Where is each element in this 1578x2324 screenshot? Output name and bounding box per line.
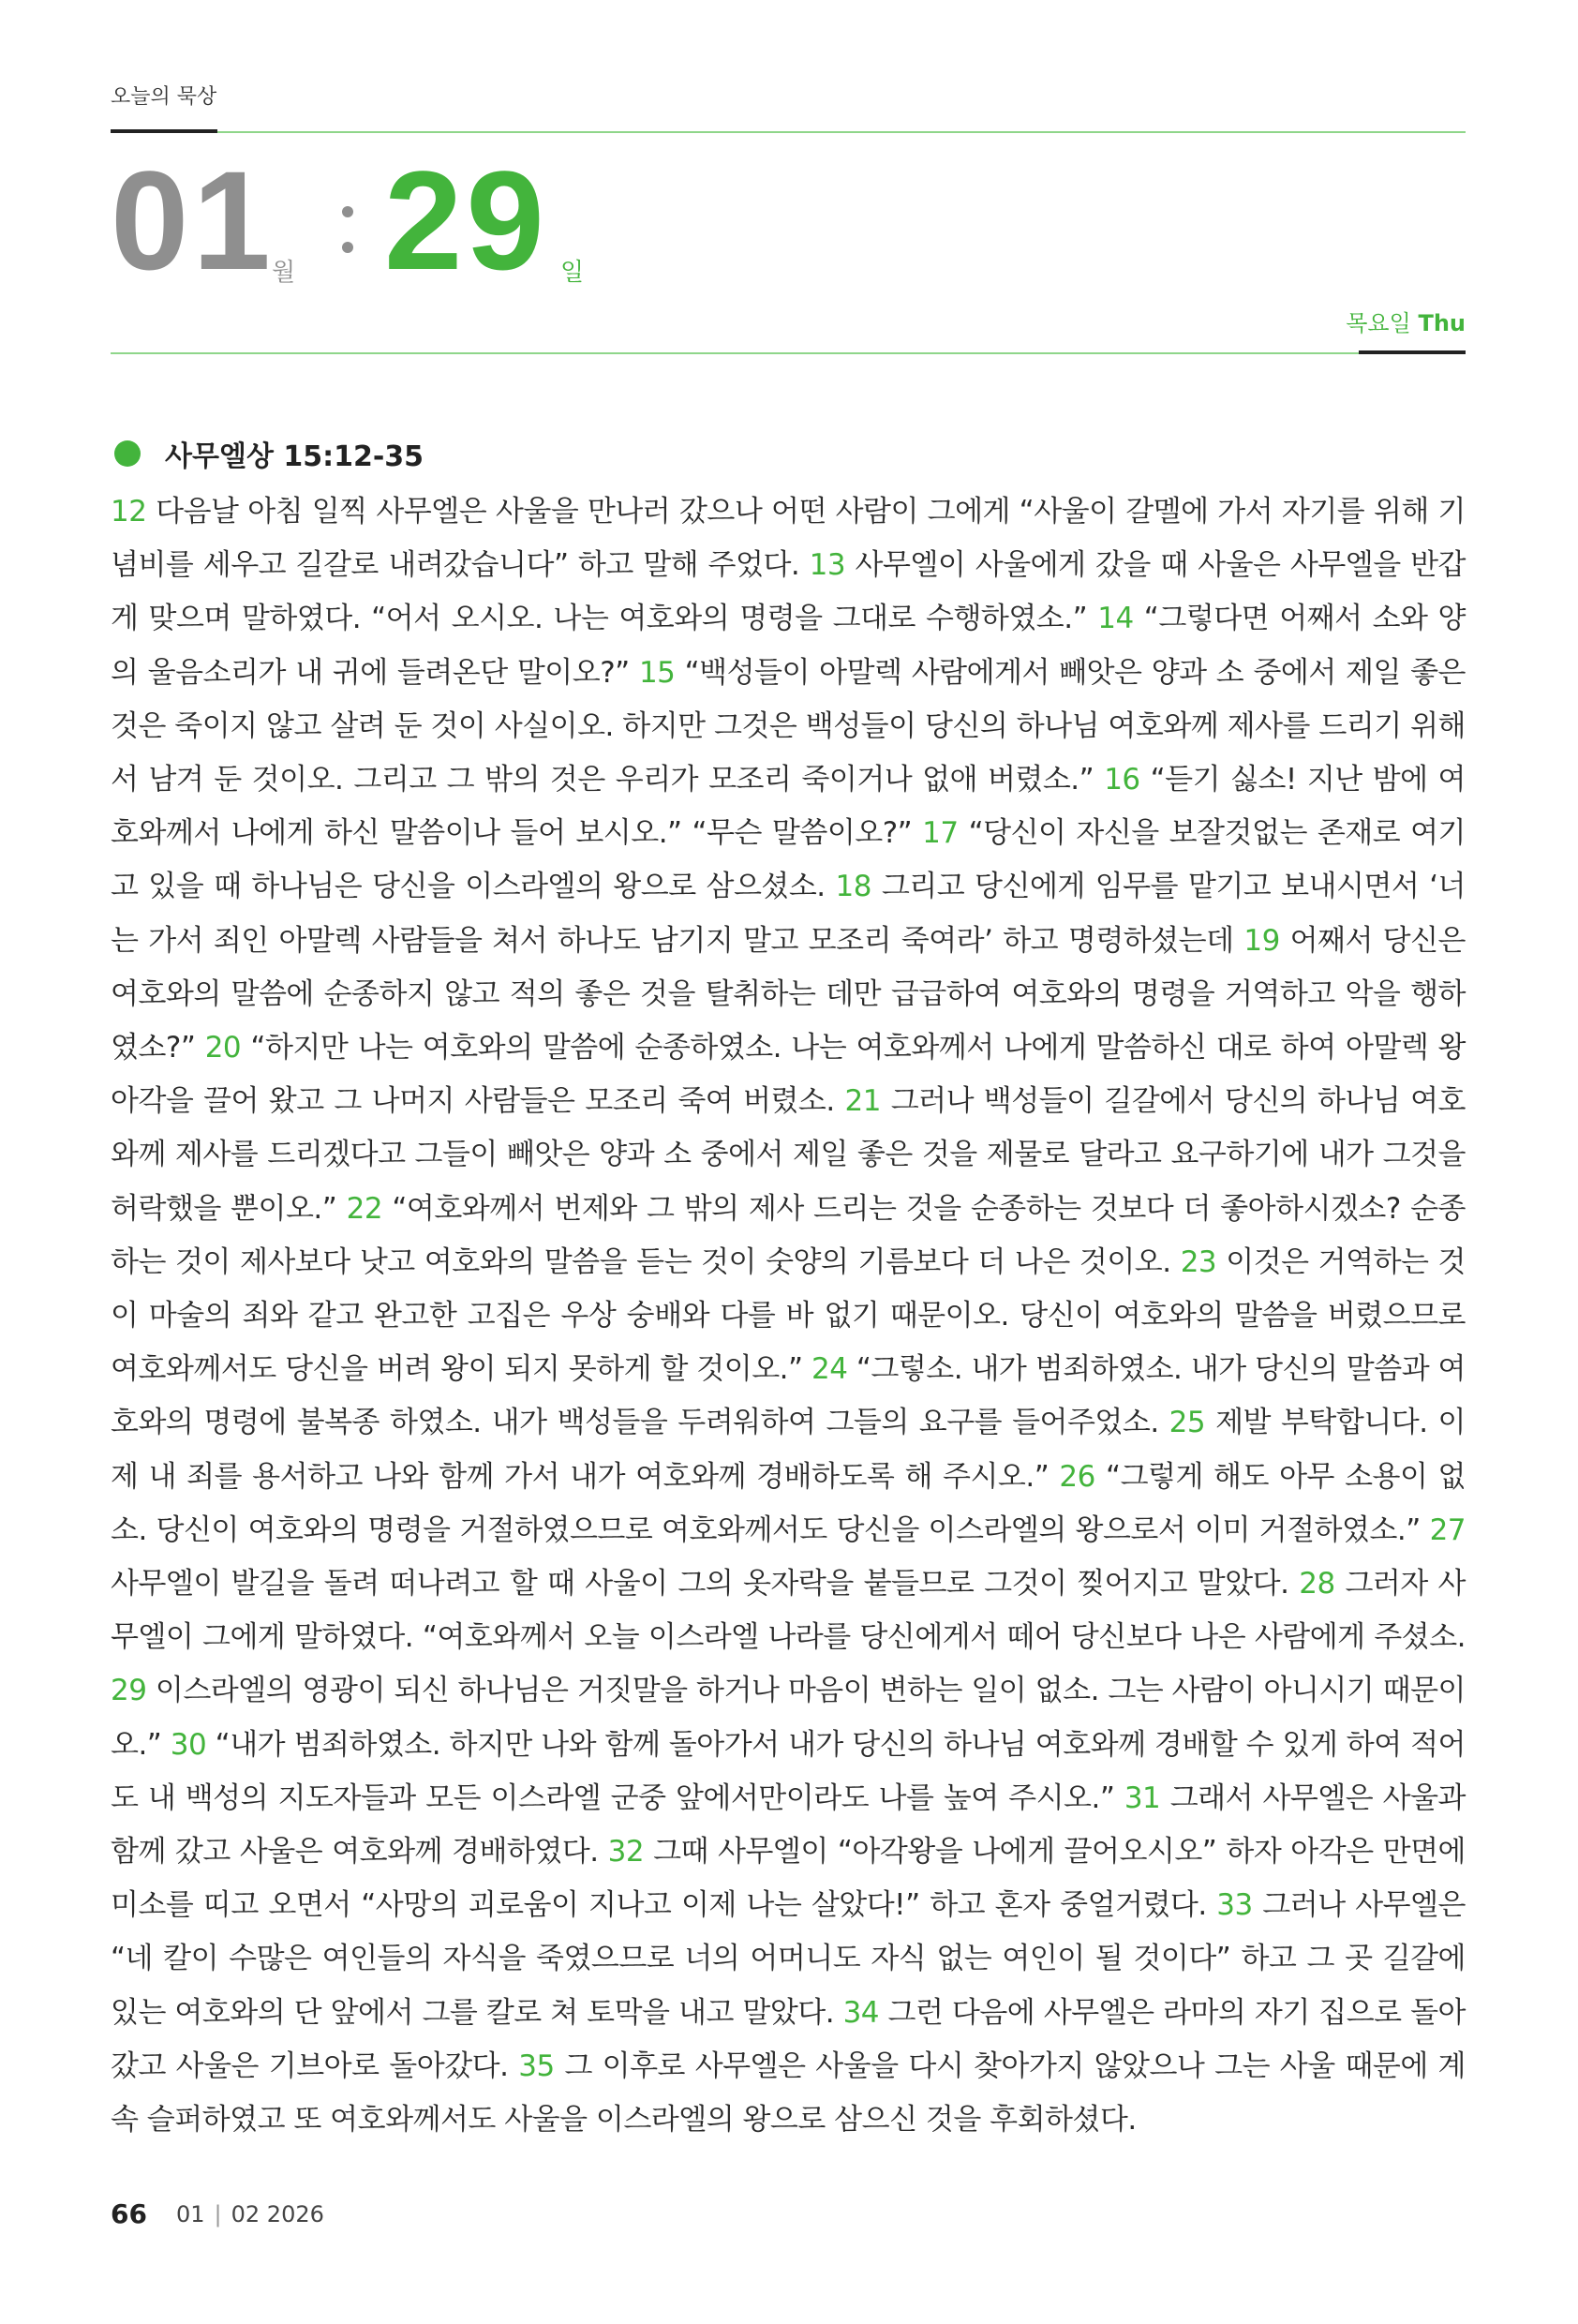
month-unit: 월 xyxy=(272,259,296,287)
verse-text: “하지만 나는 여호와의 말씀에 순종하였소. 나는 여호와께서 나에게 말씀하신 대로 하여 아말렉 왕 아각을 끌어 왔고 그 나머지 사람들은 모조리 죽여 버렸소. xyxy=(111,1031,1466,1119)
verse-text: “당신이 자신을 보잘것없는 존재로 여기고 있을 때 하나님은 당신을 이스라엘의 왕으로 삼으셨소. xyxy=(111,816,1466,904)
verse-text: 그리고 당신에게 임무를 맡기고 보내시면서 ‘너는 가서 죄인 아말렉 사람들을 쳐서 하나도 남기지 말고 모조리 죽여라’ 하고 명령하셨는데 xyxy=(111,870,1466,958)
verse-number: 26 xyxy=(1059,1459,1095,1494)
verse-text: 그러나 사무엘은 “네 칼이 수많은 여인들의 자식을 죽였으므로 너의 어머니도 자식 없는 여인이 될 것이다” 하고 그 곳 길갈에 있는 여호와의 단 앞에서 그를 칼로 쳐 토막을 내고 말았다. xyxy=(111,1888,1466,2030)
verse-text: “그렇다면 어째서 소와 양의 울음소리가 내 귀에 들려온단 말이오?” xyxy=(111,602,1466,690)
verse-text: 다음날 아침 일찍 사무엘은 사울을 만나러 갔으나 어떤 사람이 그에게 “사울이 갈멜에 가서 자기를 위해 기념비를 세우고 길갈로 내려갔습니다” 하고 말해 주었다. xyxy=(111,495,1466,583)
verse-text: 그때 사무엘이 “아각왕을 나에게 끌어오시오” 하자 아각은 만면에 미소를 띠고 오면서 “사망의 괴로움이 지나고 이제 나는 살았다!” 하고 혼자 중얼거렸다. xyxy=(111,1835,1466,1923)
verse-number: 17 xyxy=(922,816,959,851)
verse-text: 그런 다음에 사무엘은 라마의 자기 집으로 돌아갔고 사울은 기브아로 돌아갔다. xyxy=(111,1995,1466,2083)
verse-number: 20 xyxy=(204,1031,242,1065)
verse-number: 13 xyxy=(809,548,846,583)
date-colon-dot xyxy=(342,242,353,253)
verse-text: 그러나 백성들이 길갈에서 당신의 하나님 여호와께 제사를 드리겠다고 그들이 빼앗은 양과 소 중에서 제일 좋은 것을 제물로 달라고 요구하기에 내가 그것을 허락했을 뿐이오.” xyxy=(111,1084,1466,1226)
verse-number: 18 xyxy=(835,870,871,904)
date-day: 29 xyxy=(384,142,548,299)
date-rule-dark xyxy=(1359,350,1466,354)
verse-number: 28 xyxy=(1299,1567,1335,1601)
verse-text: “그렇소. 내가 범죄하였소. 내가 당신의 말씀과 여호와의 명령에 불복종 하였소. 내가 백성들을 두려워하여 그들의 요구를 들어주었소. xyxy=(111,1352,1466,1440)
verse-text: 그 이후로 사무엘은 사울을 다시 찾아가지 않았으나 그는 사울 때문에 계속 슬퍼하였고 또 여호와께서도 사울을 이스라엘의 왕으로 삼으신 것을 후회하셨다. xyxy=(111,2048,1466,2138)
weekday xyxy=(1346,305,1466,337)
verse-number: 30 xyxy=(170,1727,207,1762)
verse-number: 24 xyxy=(811,1352,848,1387)
verse-text: 사무엘이 발길을 돌려 떠나려고 할 때 사울이 그의 옷자락을 붙들므로 그것이 찢어지고 말았다. xyxy=(111,1567,1289,1601)
day-unit: 일 xyxy=(560,259,585,287)
verse-number: 34 xyxy=(842,1995,880,2030)
passage-body xyxy=(111,485,1466,2147)
page-number: 66 xyxy=(111,2198,147,2229)
verse-number: 22 xyxy=(346,1191,383,1226)
verse-text: 이것은 거역하는 것이 마술의 죄와 같고 완고한 고집은 우상 숭배와 다를 바 없기 때문이오. 당신이 여호와의 말씀을 버렸으므로 여호와께서도 당신을 버려 왕이 되지 못하게 할 것이오.” xyxy=(111,1244,1466,1387)
verse-text: “그렇게 해도 아무 소용이 없소. 당신이 여호와의 명령을 거절하였으므로 여호와께서도 당신을 이스라엘의 왕으로서 이미 거절하였소.” xyxy=(111,1459,1466,1547)
issue-month: 01 xyxy=(176,2201,205,2227)
verse-text: “듣기 싫소! 지난 밤에 여호와께서 나에게 하신 말씀이나 들어 보시오.” “무슨 말씀이오?” xyxy=(111,763,1466,851)
verse-number: 15 xyxy=(638,655,676,690)
weekday-ko: 목요일 xyxy=(1346,310,1411,336)
verse-number: 32 xyxy=(607,1835,645,1870)
verse-number: 33 xyxy=(1216,1888,1253,1923)
weekday-en: Thu xyxy=(1418,310,1466,336)
header-rule-dark xyxy=(111,129,217,133)
verse-number: 12 xyxy=(111,495,147,529)
issue-separator: | xyxy=(214,2201,222,2227)
verse-number: 31 xyxy=(1124,1780,1161,1815)
date-month: 01 xyxy=(111,142,275,299)
header-rule-green xyxy=(217,131,1466,133)
verse-text: 사무엘이 사울에게 갔을 때 사울은 사무엘을 반갑게 맞으며 말하였다. “어서 오시오. 나는 여호와의 명령을 그대로 수행하였소.” xyxy=(111,548,1466,636)
date-rule-green xyxy=(111,352,1359,354)
verse-text: 어째서 당신은 여호와의 말씀에 순종하지 않고 적의 좋은 것을 탈취하는 데만 급급하여 여호와의 명령을 거역하고 악을 행하였소?” xyxy=(111,923,1466,1065)
verse-number: 16 xyxy=(1104,763,1140,797)
verse-number: 35 xyxy=(518,2048,555,2083)
bullet-dot-icon xyxy=(114,440,141,467)
issue-info xyxy=(176,2201,324,2227)
verse-text: “내가 범죄하였소. 하지만 나와 함께 돌아가서 내가 당신의 하나님 여호와께 경배할 수 있게 하여 적어도 내 백성의 지도자들과 모든 이스라엘 군중 앞에서만이라도 나를 높여 주시오.” xyxy=(111,1727,1466,1815)
verse-text: 이스라엘의 영광이 되신 하나님은 거짓말을 하거나 마음이 변하는 일이 없소. 그는 사람이 아니시기 때문이오.” xyxy=(111,1674,1466,1762)
verse-number: 29 xyxy=(111,1674,147,1708)
verse-number: 23 xyxy=(1180,1244,1217,1279)
verse-number: 21 xyxy=(844,1084,881,1119)
date-colon-dot xyxy=(342,206,353,217)
issue-volume: 02 2026 xyxy=(231,2201,324,2227)
verse-text: 제발 부탁합니다. 이제 내 죄를 용서하고 나와 함께 가서 내가 여호와께 경배하도록 해 주시오.” xyxy=(111,1406,1466,1494)
section-label: 오늘의 묵상 xyxy=(111,85,217,109)
verse-number: 19 xyxy=(1243,923,1280,958)
verse-text: “백성들이 아말렉 사람에게서 빼앗은 양과 소 중에서 제일 좋은 것은 죽이지 않고 살려 둔 것이 사실이오. 하지만 그것은 백성들이 당신의 하나님 여호와께 제사를 드리기 위해서 남겨 둔 것이오. 그리고 그 밖의 것은 우리가 모조리 죽이거나 없애 버렸소.” xyxy=(111,655,1466,797)
verse-text: 그래서 사무엘은 사울과 함께 갔고 사울은 여호와께 경배하였다. xyxy=(111,1780,1466,1870)
verse-text: 그러자 사무엘이 그에게 말하였다. “여호와께서 오늘 이스라엘 나라를 당신에게서 떼어 당신보다 나은 사람에게 주셨소. xyxy=(111,1567,1466,1655)
verse-number: 25 xyxy=(1169,1406,1206,1440)
verse-text: “여호와께서 번제와 그 밖의 제사 드리는 것을 순종하는 것보다 더 좋아하시겠소? 순종하는 것이 제사보다 낫고 여호와의 말씀을 듣는 것이 숫양의 기름보다 더 나은 것이오. xyxy=(111,1191,1466,1279)
passage-reference: 사무엘상 15:12-35 xyxy=(165,440,424,473)
verse-number: 14 xyxy=(1097,602,1134,636)
verse-number: 27 xyxy=(1429,1512,1466,1547)
